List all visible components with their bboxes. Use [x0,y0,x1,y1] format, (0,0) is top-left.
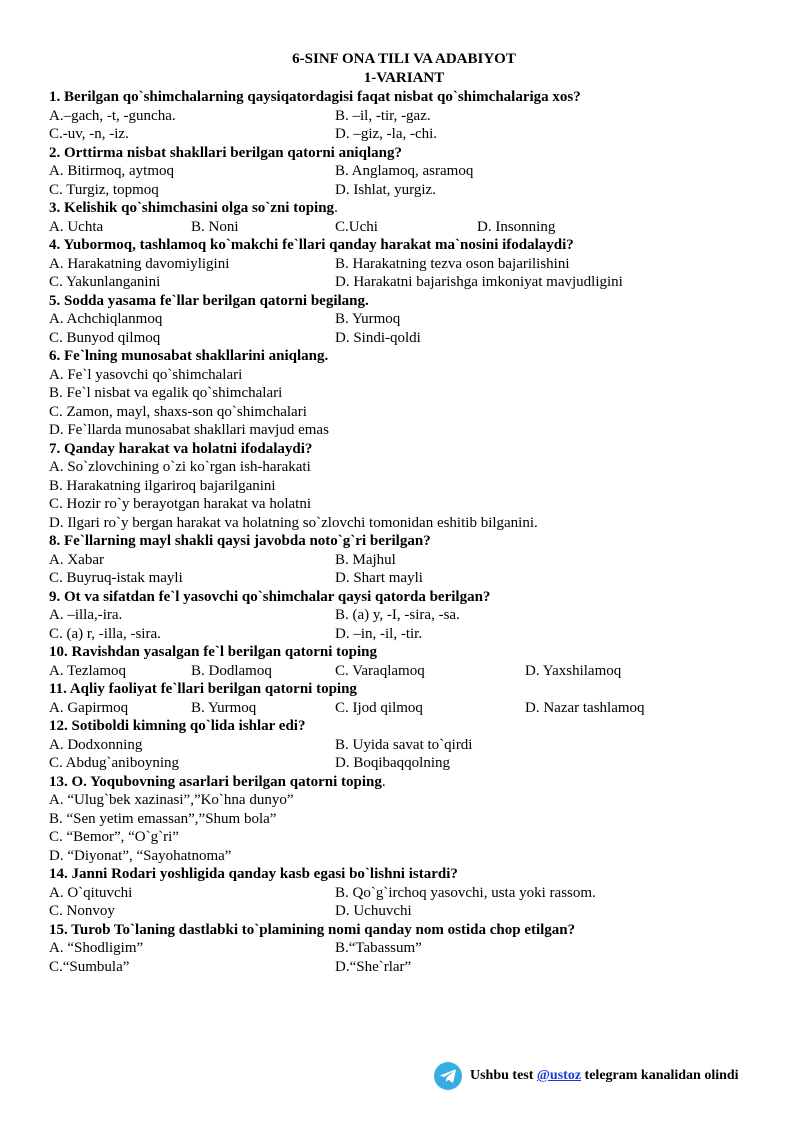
options-row [49,125,759,144]
answer-option: B. Yurmoq [335,311,401,327]
answer-option: B. Uyida savat to`qirdi [335,736,473,753]
question-10 [49,643,759,662]
answer-option: C. Abdug`aniboyning [49,755,179,771]
question-suffix: . [334,200,338,216]
answer-option: C. Yakunlanganini [49,274,161,290]
options-row [49,754,759,773]
question-text: 13. O. Yoqubovning asarlari berilgan qatorni toping [49,773,382,790]
question-text: 10. Ravishdan yasalgan fe`l berilgan qatorni toping [49,644,377,660]
question-text: 3. Kelishik qo`shimchasini olga so`zni toping [49,200,335,216]
answer-option: A. Uchta [49,218,104,235]
answer-option: B. Yurmoq [191,699,257,716]
question-list [49,88,759,976]
question-9 [49,588,759,607]
options-row [49,181,759,200]
footer-suffix: telegram kanalidan olindi [584,1068,739,1083]
answer-option: C.-uv, -n, -iz. [49,126,129,142]
question-8 [49,532,759,551]
answer-option: A. Dodxonning [49,736,143,753]
answer-option: D. Sindi-qoldi [335,329,421,346]
question-2 [49,144,759,163]
question-text: 2. Orttirma nisbat shakllari berilgan qatorni aniqlang? [49,144,402,161]
answer-option: A. Fe`l yasovchi qo`shimchalari [49,366,243,383]
answer-option: B. Dodlamoq [191,662,272,679]
question-text: 6. Fe`lning munosabat shakllarini aniqlang. [49,348,329,364]
footer-prefix: Ushbu test [470,1068,534,1083]
ustoz-link[interactable]: @ustoz [536,1068,582,1083]
answer-option: C. Zamon, mayl, shaxs-son qo`shimchalari [49,403,307,420]
question-text: 4. Yubormoq, tashlamoq ko`makchi fe`llari qanday harakat ma`nosini ifodalaydi? [49,237,574,253]
answer-option: D. Harakatni bajarishga imkoniyat mavjudligini [335,274,623,290]
answer-option: B. Anglamoq, asramoq [335,163,474,179]
options-row [49,699,759,718]
test-sheet [49,50,759,976]
question-6 [49,347,759,366]
answer-option: B. Noni [191,218,239,235]
options-row [49,310,759,329]
answer-option: D.“She`rlar” [335,958,412,975]
options-row [49,329,759,348]
answer-option: A. Tezlamoq [49,662,126,679]
answer-option: B. “Sen yetim emassan”,”Shum bola” [49,810,277,827]
answer-option: D. –in, -il, -tir. [335,625,423,642]
question-14 [49,865,759,884]
question-5 [49,292,759,311]
options-row [49,939,759,958]
options-row [49,569,759,588]
answer-option: D. “Diyonat”, “Sayohatnoma” [49,847,232,864]
footer-credit [434,1061,739,1091]
answer-option: A. “Ulug`bek xazinasi”,”Ko`hna dunyo” [49,792,294,808]
question-text: 12. Sotiboldi kimning qo`lida ishlar edi? [49,718,306,734]
answer-option: A. Bitirmoq, aytmoq [49,163,174,179]
question-12 [49,717,759,736]
answer-option: C. Nonvoy [49,903,115,919]
options-row [49,273,759,292]
answer-option: A. Harakatning davomiyligini [49,255,230,272]
answer-option: C.“Sumbula” [49,958,130,975]
answer-option: D. Fe`llarda munosabat shakllari mavjud emas [49,422,329,438]
question-text: 8. Fe`llarning mayl shakli qaysi javobda noto`g`ri berilgan? [49,533,431,549]
answer-option: D. Insonning [477,218,556,235]
answer-option: B. Harakatning ilgariroq bajarilganini [49,477,276,494]
answer-option: C. Hozir ro`y berayotgan harakat va holatni [49,496,311,512]
question-4 [49,236,759,255]
answer-option: C. Buyruq-istak mayli [49,570,183,586]
question-text: 14. Janni Rodari yoshligida qanday kasb egasi bo`lishni istardi? [49,866,458,882]
answer-option: C. Turgiz, topmoq [49,181,159,198]
answer-option: A. “Shodligim” [49,940,144,956]
options-row [49,606,759,625]
variant-title: 1-VARIANT [363,70,445,86]
question-11 [49,680,759,699]
options-row [49,884,759,903]
options-row [49,958,759,977]
options-row [49,625,759,644]
question-7 [49,440,759,459]
answer-option: D. Uchuvchi [335,903,412,919]
options-row [49,162,759,181]
answer-option: D. Shart mayli [335,570,423,586]
answer-option: A.–gach, -t, -guncha. [49,107,176,124]
options-row [49,255,759,274]
options-row [49,662,759,681]
answer-option: D. Ilgari ro`y bergan harakat va holatning so`zlovchi tomonidan eshitib bilganini. [49,514,538,531]
answer-option: C. (a) r, -illa, -sira. [49,625,161,642]
options-row [49,902,759,921]
question-text: 15. Turob To`laning dastlabki to`plamining nomi qanday nom ostida chop etilgan? [49,921,576,938]
question-text: 9. Ot va sifatdan fe`l yasovchi qo`shimchalar qaysi qatorda berilgan? [49,588,491,605]
question-text: 7. Qanday harakat va holatni ifodalaydi? [49,440,313,457]
answer-option: A. Gapirmoq [49,699,129,716]
answer-option: A. Achchiqlanmoq [49,311,163,327]
answer-option: D. Ishlat, yurgiz. [335,181,436,198]
question-1 [49,88,759,107]
answer-option: D. –giz, -la, -chi. [335,126,438,142]
question-text: 11. Aqliy faoliyat fe`llari berilgan qatorni toping [49,681,357,697]
answer-option: A. –illa,-ira. [49,607,123,623]
answer-option: B. (a) y, -I, -sira, -sa. [335,607,460,623]
page-title: 6-SINF ONA TILI VA ADABIYOT [292,51,516,67]
question-text: 5. Sodda yasama fe`llar berilgan qatorni begilang. [49,292,369,309]
answer-option: B. –il, -tir, -gaz. [335,107,431,124]
answer-option: A. O`qituvchi [49,884,133,901]
options-row [49,736,759,755]
answer-option: C. Ijod qilmoq [335,699,423,716]
answer-option: D. Boqibaqqolning [335,755,450,771]
answer-option: B.“Tabassum” [335,940,422,956]
answer-option: C.Uchi [335,218,378,235]
answer-option: B. Harakatning tezva oson bajarilishini [335,255,570,272]
answer-option: D. Nazar tashlamoq [525,699,645,716]
question-15 [49,921,759,940]
question-text: 1. Berilgan qo`shimchalarning qaysiqatordagisi faqat nisbat qo`shimchalariga xos? [49,89,581,105]
question-3 [49,199,759,218]
options-row [49,107,759,126]
answer-option: B. Fe`l nisbat va egalik qo`shimchalari [49,385,283,401]
answer-option: C. Varaqlamoq [335,662,425,679]
answer-option: A. So`zlovchining o`zi ko`rgan ish-harakati [49,459,311,475]
answer-option: A. Xabar [49,551,104,568]
answer-option: D. Yaxshilamoq [525,662,622,679]
question-13 [49,773,759,792]
telegram-icon [434,1062,462,1090]
options-row [49,218,759,237]
answer-option: C. “Bemor”, “O`g`ri” [49,829,179,845]
question-suffix: . [381,773,386,790]
options-row [49,551,759,570]
answer-option: C. Bunyod qilmoq [49,329,161,346]
answer-option: B. Majhul [335,551,396,568]
answer-option: B. Qo`g`irchoq yasovchi, usta yoki rassom. [335,884,596,901]
